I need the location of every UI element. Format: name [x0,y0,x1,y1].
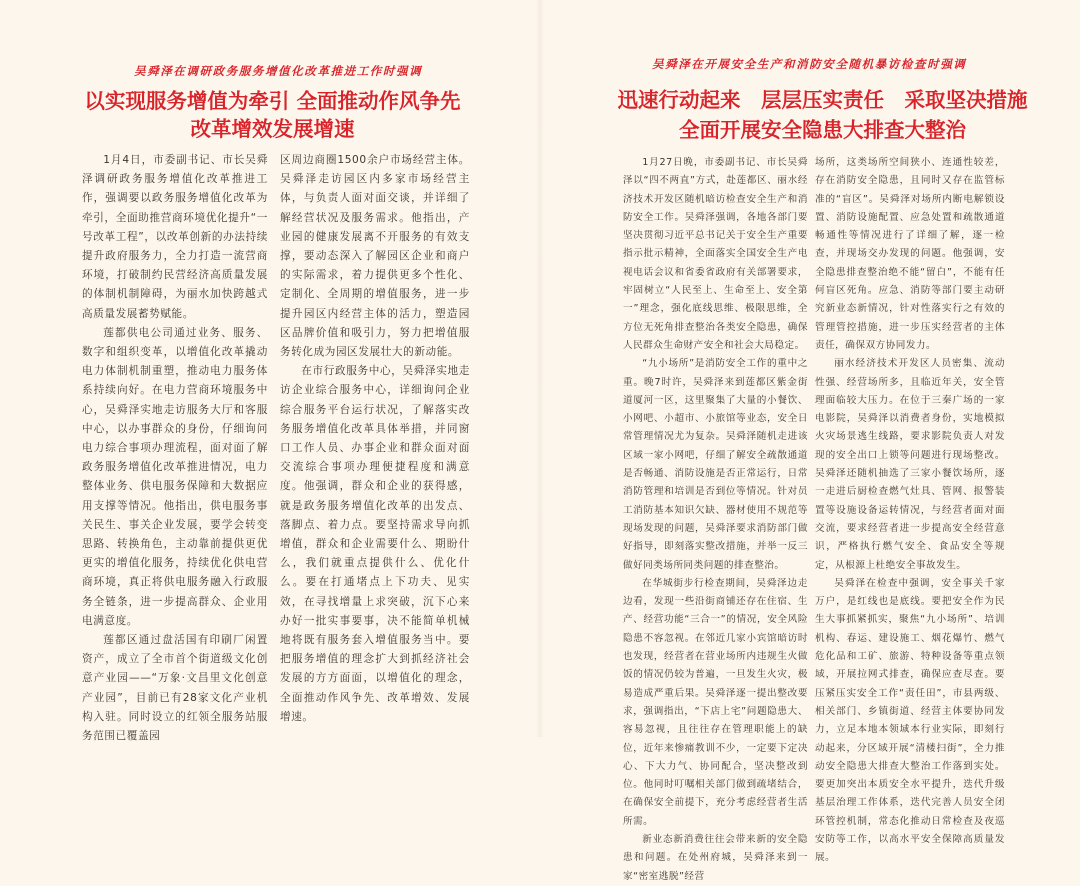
paragraph: 1月27日晚，市委副书记、市长吴舜泽以“四不两直”方式，赴莲都区、丽水经济技术开发区随机暗访检查安全生产和消防安全工作。吴舜泽强调，各地各部门要坚决贯彻习近平总书记关于安全生产重要指示批示精神，全面落实全国安全生产电视电话会议和省委省政府有关部署要求，牢固树立“人民至上、生命至上、安全第一”理念，强化底线思维、极限思维，全方位无死角排查整治各类安全隐患，确保人民群众生命财产安全和社会大局稳定。 [623,157,808,351]
left-column-2 [280,151,470,727]
paragraph: 在华城街步行检查期间，吴舜泽边走边看，发现一些沿街商铺还存在住宿、生产、经营功能“三合一”的情况，安全风险隐患不容忽视。在邻近几家小宾馆暗访时也发现，经营者在营业场所内违规生火做饭的情况仍较为普遍，一旦发生火灾，极易造成严重后果。吴舜泽逐一提出整改要求，强调指出，“下店上宅”问题隐患大、容易忽视，且往往存在管理职能上的缺位，近年来惨痛教训不少，一定要下定决心、下大力气、协同配合，坚决整改到位。他同时叮嘱相关部门做到疏堵结合，在确保安全前提下，充分考虑经营者生活所需。 [623,577,808,827]
paragraph: 莲都区通过盘活国有印刷厂闲置资产，成立了全市首个街道级文化创意产业园——“万象·文昌里文化创意产业园”，目前已有28家文化产业机构入驻。同时设立的红领全服务站服务范围已覆盖园 [82,634,268,743]
paragraph: 莲都供电公司通过业务、服务、数字和组织变革，以增值化改革撬动电力体制机制重塑，推动电力服务体系持续向好。在电力营商环境服务中心，吴舜泽实地走访服务大厅和客服中心，以办事群众的身份，仔细询问电力综合事项办理流程，面对面了解政务服务增值化改革推进情况，电力整体业务、供电服务保障和大数据应用支撑等情况。他指出，供电服务事关民生、事关企业发展，要学会转变思路、转换角色，主动靠前提供更优更实的增值化服务，持续优化供电营商环境，真正将供电服务融入行政服务全链条，进一步提高群众、企业用电满意度。 [82,326,268,627]
right-page [540,0,1080,882]
paragraph: 吴舜泽在检查中强调，安全事关千家万户，是红线也是底线。要把安全作为民生大事抓紧抓实，聚焦“九小场所”、培训机构、春运、建设施工、烟花爆竹、燃气危化品和工矿、旅游、特种设备等重点领域，开展拉网式排查，确保应查尽查。要压紧压实安全工作“责任田”，市县两级、相关部门、乡镇街道、经营主体要协同发力，立足本地本领域本行业实际，即刻行动起来，分区域开展“清楼扫街”，全力推动安全隐患大排查大整治工作落到实处。要更加突出本质安全水平提升，迭代升级基层治理工作体系，迭代完善人员安全闭环管控机制，常态化推动日常检查及夜巡安防等工作，以高水平安全保障高质量发展。 [815,577,1005,864]
right-kicker: 吴舜泽在开展安全生产和消防安全随机暴访检查时强调 [652,57,967,71]
left-column-1 [82,151,268,746]
right-column-1 [623,154,808,886]
right-headline-line1: 迅速行动起来 层层压实责任 采取坚决措施 [617,88,1028,112]
paragraph: 新业态新消费往往会带来新的安全隐患和问题。在处州府城，吴舜泽来到一家“密室逃脱”经营 [623,833,808,882]
paragraph: 丽水经济技术开发区人员密集、流动性强、经营场所多，且临近年关，安全管理面临较大压力。在位于三秦广场的一家电影院，吴舜泽以消费者身份，实地模拟火灾场景逃生线路，要求影院负责人对发现的安全出口上锁等问题进行现场整改。吴舜泽还随机抽选了三家小餐饮场所，逐一走进后厨检查燃气灶具、管网、报警装置等设施设备运转情况，与经营者面对面交流，要求经营者进一步提高安全经营意识，严格执行燃气安全、食品安全等规定，从根源上杜绝安全事故发生。 [815,358,1005,571]
right-headline-line2: 全面开展安全隐患大排查大整治 [679,118,966,142]
left-headline-line1: 以实现服务增值为牵引 全面推动作风争先 [84,89,461,113]
paragraph: “九小场所”是消防安全工作的重中之重。晚7时许，吴舜泽来到莲都区紫金街道厦河一区，这里聚集了大量的小餐饮、小网吧、小超市、小旅馆等业态，安全日常管理情况尤为复杂。吴舜泽随机走进该区域一家小网吧，仔细了解安全疏散通道是否畅通、消防设施是否正常运行，日常消防管理和培训是否到位等情况。针对员工消防基本知识欠缺、器材使用不规范等现场发现的问题，吴舜泽要求消防部门做好指导，即刻落实整改措施，并举一反三做好同类场所同类问题的排查整治。 [623,358,808,571]
right-column-2 [815,154,1005,868]
paragraph: 区周边商圈1500余户市场经营主体。吴舜泽走访园区内多家市场经营主体，与负责人面对面交谈，并详细了解经营状况及服务需求。他指出，产业园的健康发展离不开服务的有效支撑，要动态深入了解园区企业和商户的实际需求，着力提供更多个性化、定制化、全周期的增值服务，进一步提升园区内经营主体的活力，塑造园区品牌价值和吸引力，努力把增值服务转化成为园区发展壮大的新动能。 [280,154,470,359]
paragraph: 1月4日，市委副书记、市长吴舜泽调研政务服务增值化改革推进工作，强调要以政务服务增值化改革为牵引，全面助推营商环境优化提升“一号改革工程”，以改革创新的办法持续提升政府服务力，全力打造一流营商环境，打破制约民营经济高质量发展的体制机制障碍，为丽水加快跨越式高质量发展蓄势赋能。 [82,154,268,320]
left-headline-line2: 改革增效发展增速 [190,117,355,141]
left-page [0,0,540,743]
left-kicker: 吴舜泽在调研政务服务增值化改革推进工作时强调 [134,64,423,78]
paragraph: 在市行政服务中心，吴舜泽实地走访企业综合服务中心，详细询问企业综合服务平台运行状况，了解落实改务服务增值化改革具体举措，并同窗口工作人员、办事企业和群众面对面交流综合事项办理便捷程度和满意度。他强调，群众和企业的获得感，就是政务服务增值化改革的出发点、落脚点、着力点。要坚持需求导向抓增值，群众和企业需要什么、期盼什么，我们就重点提供什么、优化什么。要在打通堵点上下功夫、见实效，在寻找增量上求突破，沉下心来办好一批实事要事，决不能简单机械地将既有服务套入增值服务当中。要把服务增值的理念扩大到抓经济社会发展的方方面面，以增值化的理念，全面推动作风争先、改革增效、发展增速。 [280,365,470,723]
paragraph: 场所，这类场所空间狭小、连通性较差，存在消防安全隐患，且同时又存在监管标准的“盲区”。吴舜泽对场所内断电解锁设置、消防设施配置、应急处置和疏散通道畅通性等情况进行了详细了解，逐一检查，并现场交办发现的问题。他强调，安全隐患排查整治绝不能“留白”，不能有任何盲区死角。应急、消防等部门要主动研究新业态新情况，针对性落实行之有效的管理管控措施，进一步压实经营者的主体责任，确保双方协同发力。 [815,157,1005,351]
